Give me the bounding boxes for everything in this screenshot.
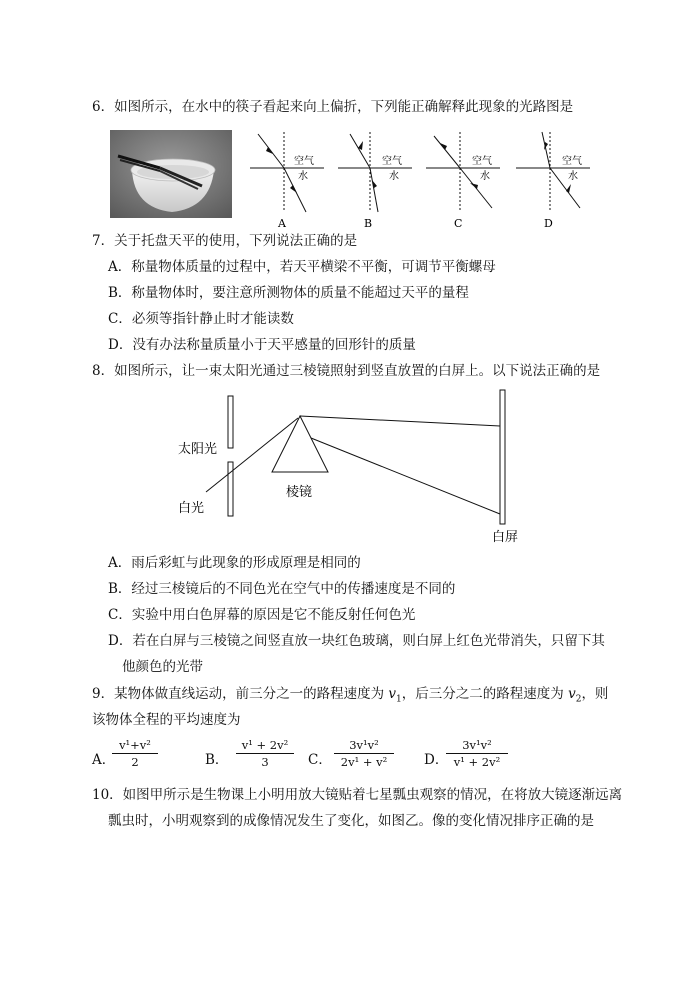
q9-option-c-label: C．: [308, 752, 332, 768]
prism-label: 棱镜: [286, 485, 313, 500]
q9-option-c-den: 2v¹ + v²: [340, 755, 388, 769]
q9-option-a-fraction: [112, 738, 158, 769]
screen-label: 白屏: [492, 530, 519, 545]
q6-stem: 6．如图所示，在水中的筷子看起来向上偏折，下列能正确解释此现象的光路图是: [92, 99, 574, 115]
diagram-c: [426, 132, 500, 230]
diagram-a-label: A: [278, 217, 286, 230]
slit-plate-top: [228, 396, 233, 448]
diagram-b-air: 空气: [382, 156, 402, 167]
diagram-b: [338, 132, 412, 230]
diagram-d-label: D: [544, 217, 553, 230]
diagram-c-label: C: [454, 217, 463, 230]
dispersed-ray-top: [300, 416, 500, 426]
chopsticks-in-bowl-photo: [110, 130, 232, 218]
white-light-label: 白光: [178, 501, 205, 516]
q8-stem: 8．如图所示，让一束太阳光通过三棱镜照射到竖直放置的白屏上。以下说法正确的是: [92, 363, 601, 379]
q7-option-b: B．称量物体时，要注意所测物体的质量不能超过天平的量程: [108, 285, 469, 301]
q8-option-a: A．雨后彩虹与此现象的形成原理是相同的: [108, 555, 361, 571]
q9-stem-part3: ，则: [581, 686, 609, 702]
diagram-c-water: 水: [480, 171, 490, 182]
q9-option-b-fraction: [236, 738, 294, 769]
q8-option-c: C．实验中用白色屏幕的原因是它不能反射任何色光: [108, 607, 416, 623]
refraction-diagrams: [246, 128, 596, 230]
q9-option-b-label: B．: [205, 752, 229, 768]
diagram-d-air: 空气: [562, 156, 582, 167]
diagram-c-air: 空气: [472, 156, 492, 167]
diagram-d: [516, 132, 590, 230]
q7-stem: 7．关于托盘天平的使用，下列说法正确的是: [92, 233, 358, 249]
q10-stem-line2: 瓢虫时，小明观察到的成像情况发生了变化，如图乙。像的变化情况排序正确的是: [108, 813, 594, 829]
prism: [272, 416, 328, 472]
diagram-a-air: 空气: [294, 156, 314, 167]
q9-option-d-fraction: [446, 738, 508, 769]
dispersed-ray-bottom: [311, 438, 500, 514]
q9-stem-line1: [92, 685, 608, 709]
q9-stem-part2: ，后三分之二的路程速度为: [401, 686, 569, 702]
q8-option-d: D．若在白屏与三棱镜之间竖直放一块红色玻璃，则白屏上红色光带消失，只留下其: [108, 633, 605, 649]
sun-label: 太阳光: [178, 442, 218, 457]
q9-v2-sub: 2: [575, 694, 582, 705]
diagram-b-label: B: [364, 217, 373, 230]
q9-option-b-num: v¹ + 2v²: [236, 738, 294, 754]
q10-stem-line1: 10．如图甲所示是生物课上小明用放大镜贴着七星瓢虫观察的情况，在将放大镜逐渐远离: [92, 787, 623, 803]
q9-v1-sub: 1: [396, 694, 402, 705]
q9-option-a-label: A．: [92, 752, 116, 768]
q9-option-d-num: 3v¹v²: [446, 738, 508, 754]
q9-stem-line2: 该物体全程的平均速度为: [92, 712, 241, 728]
diagram-b-water: 水: [389, 171, 399, 182]
q9-option-a-num: v¹+v²: [112, 738, 158, 754]
q9-option-c-num: 3v¹v²: [334, 738, 394, 754]
q9-option-b-den: 3: [261, 755, 269, 769]
q7-option-a: A．称量物体质量的过程中，若天平横梁不平衡，可调节平衡螺母: [108, 259, 496, 275]
q9-option-a-den: 2: [131, 755, 139, 769]
slit-plate-bottom: [228, 462, 233, 516]
q9-option-d-den: v¹ + 2v²: [453, 755, 501, 769]
prism-figure: [170, 386, 540, 546]
q9-option-c-fraction: [334, 738, 394, 769]
white-screen: [500, 390, 505, 524]
q8-option-b: B．经过三棱镜后的不同色光在空气中的传播速度是不同的: [108, 581, 456, 597]
q9-stem-part1: 9．某物体做直线运动，前三分之一的路程速度为: [92, 686, 389, 702]
diagram-a-water: 水: [298, 171, 308, 182]
q9-v1: v: [388, 686, 397, 702]
diagram-d-water: 水: [568, 171, 578, 182]
q8-option-d-continued: 他颜色的光带: [122, 659, 203, 675]
q7-option-d: D．没有办法称量质量小于天平感量的回形针的质量: [108, 337, 416, 353]
q9-option-d-label: D．: [424, 752, 449, 768]
q7-option-c: C．必须等指针静止时才能读数: [108, 311, 294, 327]
q9-v2: v: [568, 686, 576, 702]
diagram-a: [250, 132, 324, 230]
